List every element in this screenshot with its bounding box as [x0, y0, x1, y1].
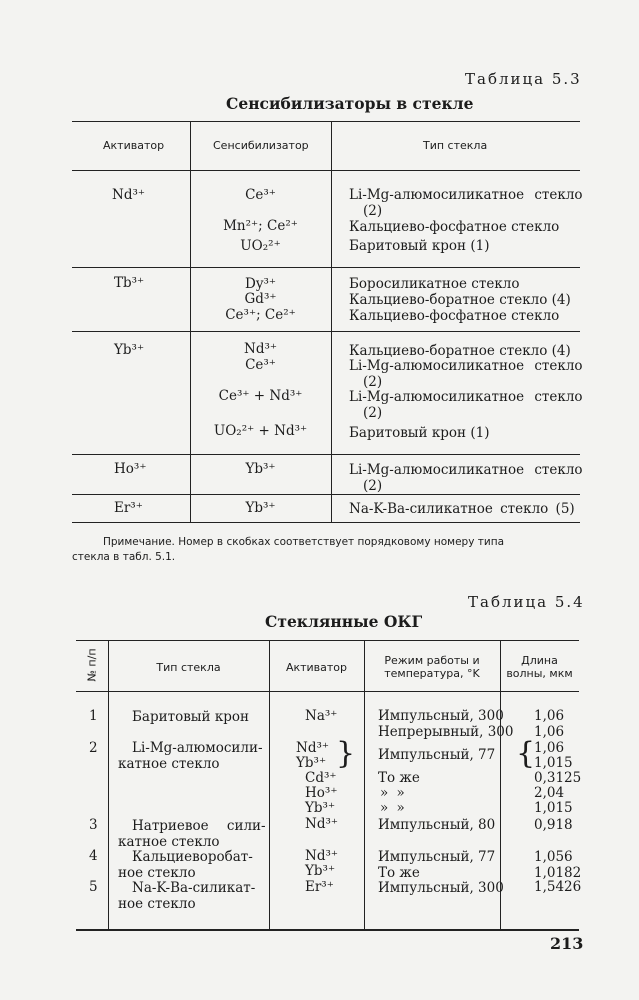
- activator-cell: Tb³⁺: [114, 275, 145, 291]
- sensitizer-cell: Ce³⁺: [245, 357, 276, 373]
- mode-cell: Импульсный, 300: [378, 880, 504, 896]
- glass-cell: Кальциево-боратное стекло (4): [349, 343, 571, 359]
- table-bottom-rule: [72, 522, 580, 523]
- activator-cell: Yb³⁺: [305, 863, 336, 879]
- header-mode: Режим работы и: [384, 654, 480, 667]
- glass-cell: Кальциево-фосфатное стекло: [349, 308, 560, 324]
- glass-cell: ное стекло: [118, 865, 196, 881]
- wavelength-cell: 0,3125: [534, 770, 582, 786]
- glass-cell: Кальциеворобат-: [132, 849, 253, 865]
- column-rule: [269, 640, 270, 929]
- activator-cell: Nd³⁺: [112, 187, 145, 203]
- header-glass-type: Тип стекла: [423, 139, 488, 152]
- sensitizer-cell: Ce³⁺; Ce²⁺: [225, 307, 296, 323]
- wavelength-cell: 1,015: [534, 755, 573, 771]
- glass-cell: Натриевое сили-: [132, 818, 266, 834]
- glass-cell: Кальциево-боратное стекло (4): [349, 292, 571, 308]
- glass-cell: Li-Mg-алюмосиликатное стекло: [349, 358, 583, 374]
- page-number: 213: [550, 934, 584, 953]
- sensitizer-cell: Dy³⁺: [245, 276, 276, 292]
- left-brace: {: [516, 736, 536, 771]
- table-bottom-rule: [76, 929, 579, 931]
- sensitizer-cell: Yb³⁺: [245, 461, 276, 477]
- sensitizer-cell: Gd³⁺: [244, 291, 277, 307]
- row-rule: [72, 454, 580, 455]
- mode-cell: Импульсный, 77: [378, 747, 496, 763]
- table-5-4-title: Стеклянные ОКГ: [265, 612, 423, 631]
- sensitizer-cell: UO₂²⁺: [240, 238, 281, 254]
- activator-cell: Na³⁺: [305, 708, 338, 724]
- glass-cell: Кальциево-фосфатное стекло: [349, 219, 560, 235]
- wavelength-cell: 1,0182: [534, 865, 582, 881]
- mode-cell: Импульсный, 80: [378, 817, 496, 833]
- header-wavelength: Длина: [521, 654, 558, 667]
- column-rule: [108, 640, 109, 929]
- glass-cell: Баритовый крон (1): [349, 238, 490, 254]
- row-number: 4: [89, 848, 98, 864]
- activator-cell: Ho³⁺: [305, 785, 338, 801]
- activator-cell: Yb³⁺: [296, 755, 327, 771]
- header-activator: Активатор: [103, 139, 165, 152]
- mode-cell: Непрерывный, 300: [378, 724, 514, 740]
- table-top-rule: [72, 121, 580, 122]
- wavelength-cell: 1,06: [534, 724, 565, 740]
- glass-cell: Li-Mg-алюмосиликатное стекло: [349, 462, 583, 478]
- glass-cell: (2): [363, 374, 383, 390]
- activator-cell: Cd³⁺: [305, 770, 337, 786]
- row-number: 5: [89, 879, 98, 895]
- glass-cell: Na-K-Ba-силикат-: [132, 880, 256, 896]
- table-5-3-title: Сенсибилизаторы в стекле: [226, 94, 474, 113]
- glass-cell: Li-Mg-алюмосиликатное стекло: [349, 187, 583, 203]
- header-rule: [72, 170, 580, 171]
- wavelength-cell: 1,015: [534, 800, 573, 816]
- activator-cell: Yb³⁺: [305, 800, 336, 816]
- column-rule: [331, 121, 332, 522]
- row-rule: [72, 494, 580, 495]
- wavelength-cell: 1,06: [534, 740, 565, 756]
- table-5-4-number: Таблица 5.4: [468, 593, 585, 611]
- table-5-3-number: Таблица 5.3: [465, 70, 582, 88]
- sensitizer-cell: Mn²⁺; Ce²⁺: [223, 218, 298, 234]
- row-rule: [72, 331, 580, 332]
- header-glass-type: Тип стекла: [156, 661, 221, 674]
- row-number: 1: [89, 708, 98, 724]
- glass-cell: (2): [363, 405, 383, 421]
- mode-cell: То же: [378, 865, 420, 881]
- mode-cell: Импульсный, 77: [378, 849, 496, 865]
- glass-cell: Na-K-Ba-силикатное стекло (5): [349, 501, 575, 517]
- table-top-rule: [76, 640, 579, 641]
- activator-cell: Er³⁺: [305, 879, 334, 895]
- wavelength-cell: 2,04: [534, 785, 565, 801]
- activator-cell: Nd³⁺: [305, 816, 338, 832]
- ditto-cell: » »: [380, 785, 405, 801]
- sensitizer-cell: UO₂²⁺ + Nd³⁺: [213, 423, 308, 439]
- sensitizer-cell: Ce³⁺ + Nd³⁺: [218, 388, 303, 404]
- activator-cell: Yb³⁺: [114, 342, 145, 358]
- header-number: № п/п: [85, 648, 99, 682]
- sensitizer-cell: Yb³⁺: [245, 500, 276, 516]
- wavelength-cell: 1,5426: [534, 879, 582, 895]
- glass-cell: Боросиликатное стекло: [349, 276, 520, 292]
- glass-cell: Баритовый крон: [132, 709, 250, 725]
- right-brace: }: [336, 736, 356, 771]
- column-rule: [364, 640, 365, 929]
- wavelength-cell: 1,056: [534, 849, 573, 865]
- activator-cell: Nd³⁺: [305, 848, 338, 864]
- header-activator: Активатор: [285, 661, 348, 674]
- glass-cell: катное стекло: [118, 756, 220, 772]
- activator-cell: Ho³⁺: [114, 461, 147, 477]
- header-sensitizer: Сенсибилизатор: [213, 139, 309, 152]
- glass-cell: Li-Mg-алюмосили-: [132, 740, 263, 756]
- wavelength-cell: 0,918: [534, 817, 573, 833]
- glass-cell: (2): [363, 203, 383, 219]
- table-5-3-note: Примечание. Номер в скобках соответствует порядковому номеру типа: [103, 536, 505, 548]
- glass-cell: Баритовый крон (1): [349, 425, 490, 441]
- mode-cell: Импульсный, 300: [378, 708, 504, 724]
- wavelength-cell: 1,06: [534, 708, 565, 724]
- sensitizer-cell: Ce³⁺: [245, 187, 276, 203]
- row-number: 2: [89, 740, 98, 756]
- row-rule: [72, 267, 580, 268]
- activator-cell: Er³⁺: [114, 500, 143, 516]
- mode-cell: То же: [378, 770, 420, 786]
- glass-cell: ное стекло: [118, 896, 196, 912]
- activator-cell: Nd³⁺: [296, 740, 329, 756]
- header-mode-line2: температура, °K: [384, 667, 480, 680]
- header-wavelength-line2: волны, мкм: [506, 667, 573, 680]
- header-rule: [76, 691, 579, 692]
- glass-cell: (2): [363, 478, 383, 494]
- glass-cell: катное стекло: [118, 834, 220, 850]
- table-5-3-note-continued: стекла в табл. 5.1.: [72, 551, 176, 563]
- ditto-cell: » »: [380, 800, 405, 816]
- glass-cell: Li-Mg-алюмосиликатное стекло: [349, 389, 583, 405]
- row-number: 3: [89, 817, 98, 833]
- sensitizer-cell: Nd³⁺: [244, 341, 277, 357]
